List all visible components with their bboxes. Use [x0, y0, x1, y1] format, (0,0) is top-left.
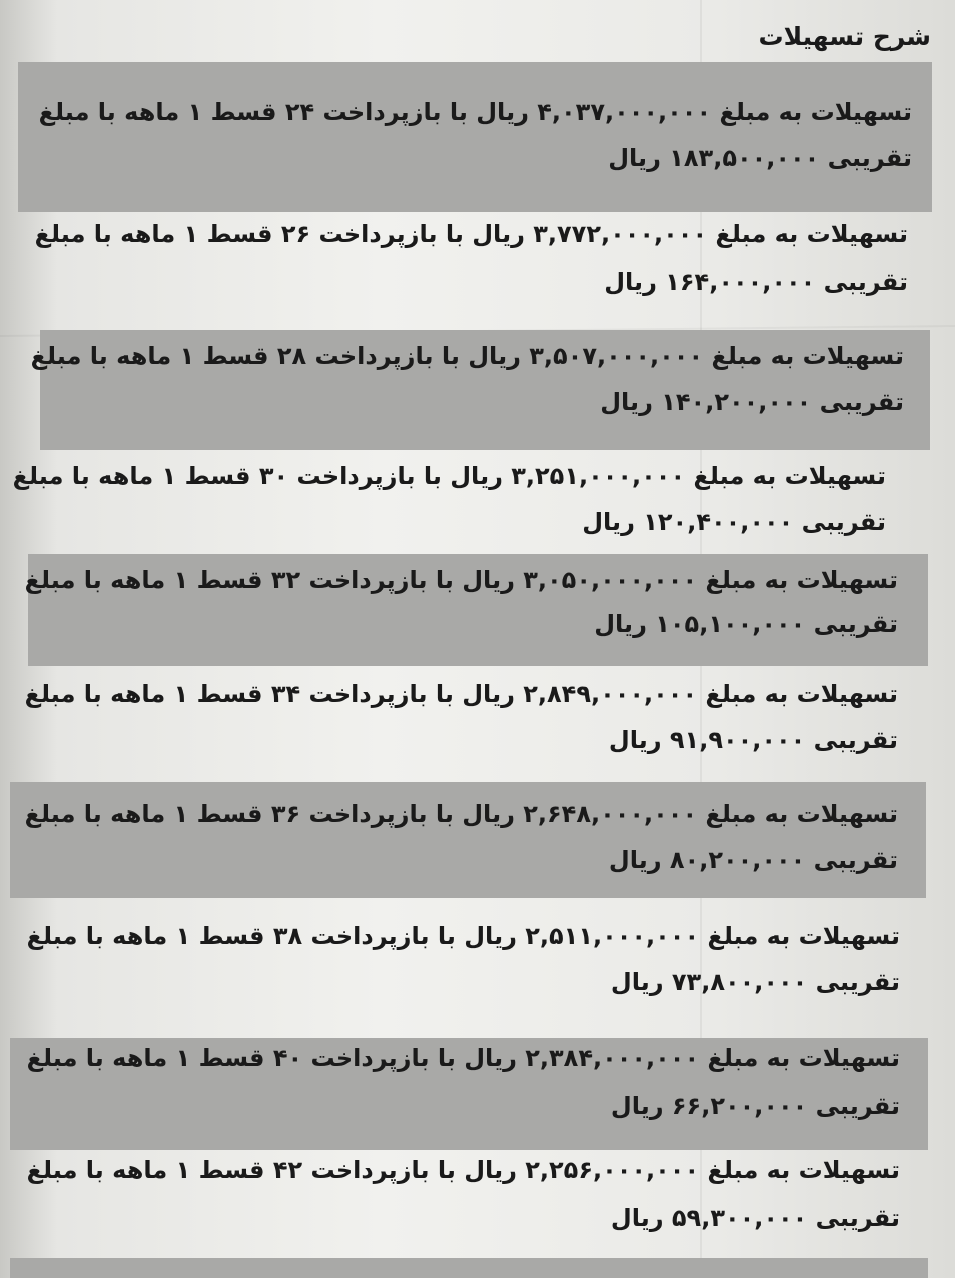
loan-row [30, 330, 930, 450]
loan-row-line1: تسهیلات به مبلغ ۳,۲۵۱,۰۰۰,۰۰۰ ریال با بازپرداخت ۳۰ قسط ۱ ماهه با مبلغ [12, 462, 886, 490]
loan-row-line1: تسهیلات به مبلغ ۳,۰۵۰,۰۰۰,۰۰۰ ریال با بازپرداخت ۳۲ قسط ۱ ماهه با مبلغ [24, 566, 898, 594]
loan-row-line2: تقریبی ۹۱,۹۰۰,۰۰۰ ریال [608, 726, 898, 754]
loan-row-line1: تسهیلات به مبلغ ۲,۳۸۴,۰۰۰,۰۰۰ ریال با بازپرداخت ۴۰ قسط ۱ ماهه با مبلغ [26, 1044, 900, 1072]
loan-row-line1: تسهیلات به مبلغ ۲,۲۵۶,۰۰۰,۰۰۰ ریال با بازپرداخت ۴۲ قسط ۱ ماهه با مبلغ [26, 1156, 900, 1184]
loan-row-line2: تقریبی ۱۴۰,۲۰۰,۰۰۰ ریال [600, 388, 904, 416]
section-title: شرح تسهیلات [758, 22, 931, 51]
loan-row-line1: تسهیلات به مبلغ ۲,۸۴۹,۰۰۰,۰۰۰ ریال با بازپرداخت ۳۴ قسط ۱ ماهه با مبلغ [24, 680, 898, 708]
loan-row [24, 666, 928, 782]
loan-row [18, 62, 932, 212]
loan-row-line2: تقریبی ۱۰۵,۱۰۰,۰۰۰ ریال [594, 610, 898, 638]
loan-row [24, 554, 928, 666]
loan-row-line1: تسهیلات به مبلغ ۲,۶۴۸,۰۰۰,۰۰۰ ریال با بازپرداخت ۳۶ قسط ۱ ماهه با مبلغ [24, 800, 898, 828]
loan-row-line2: تقریبی ۵۹,۳۰۰,۰۰۰ ریال [610, 1204, 900, 1232]
loan-row [12, 450, 930, 554]
loan-row-line1: تسهیلات به مبلغ ۳,۵۰۷,۰۰۰,۰۰۰ ریال با بازپرداخت ۲۸ قسط ۱ ماهه با مبلغ [30, 342, 904, 370]
loan-row-line1: تسهیلات به مبلغ ۳,۷۷۲,۰۰۰,۰۰۰ ریال با بازپرداخت ۲۶ قسط ۱ ماهه با مبلغ [34, 220, 908, 248]
loan-row [10, 1038, 928, 1150]
loan-row [10, 782, 926, 898]
loan-row-line2: تقریبی ۱۶۴,۰۰۰,۰۰۰ ریال [604, 268, 908, 296]
loan-row-line1: تسهیلات به مبلغ ۴,۰۳۷,۰۰۰,۰۰۰ ریال با بازپرداخت ۲۴ قسط ۱ ماهه با مبلغ [38, 98, 912, 126]
loan-row-line1: تسهیلات به مبلغ ۲,۵۱۱,۰۰۰,۰۰۰ ریال با بازپرداخت ۳۸ قسط ۱ ماهه با مبلغ [26, 922, 900, 950]
loan-row [18, 212, 932, 330]
loan-row-line2: تقریبی ۶۶,۲۰۰,۰۰۰ ریال [610, 1092, 900, 1120]
loan-row [10, 898, 926, 1038]
loan-row-partial [10, 1258, 928, 1278]
loan-row [10, 1150, 928, 1256]
loan-row-line2: تقریبی ۸۰,۲۰۰,۰۰۰ ریال [608, 846, 898, 874]
loan-row-line2: تقریبی ۱۲۰,۴۰۰,۰۰۰ ریال [582, 508, 886, 536]
loan-row-line2: تقریبی ۱۸۳,۵۰۰,۰۰۰ ریال [608, 144, 912, 172]
loan-row-line2: تقریبی ۷۳,۸۰۰,۰۰۰ ریال [610, 968, 900, 996]
